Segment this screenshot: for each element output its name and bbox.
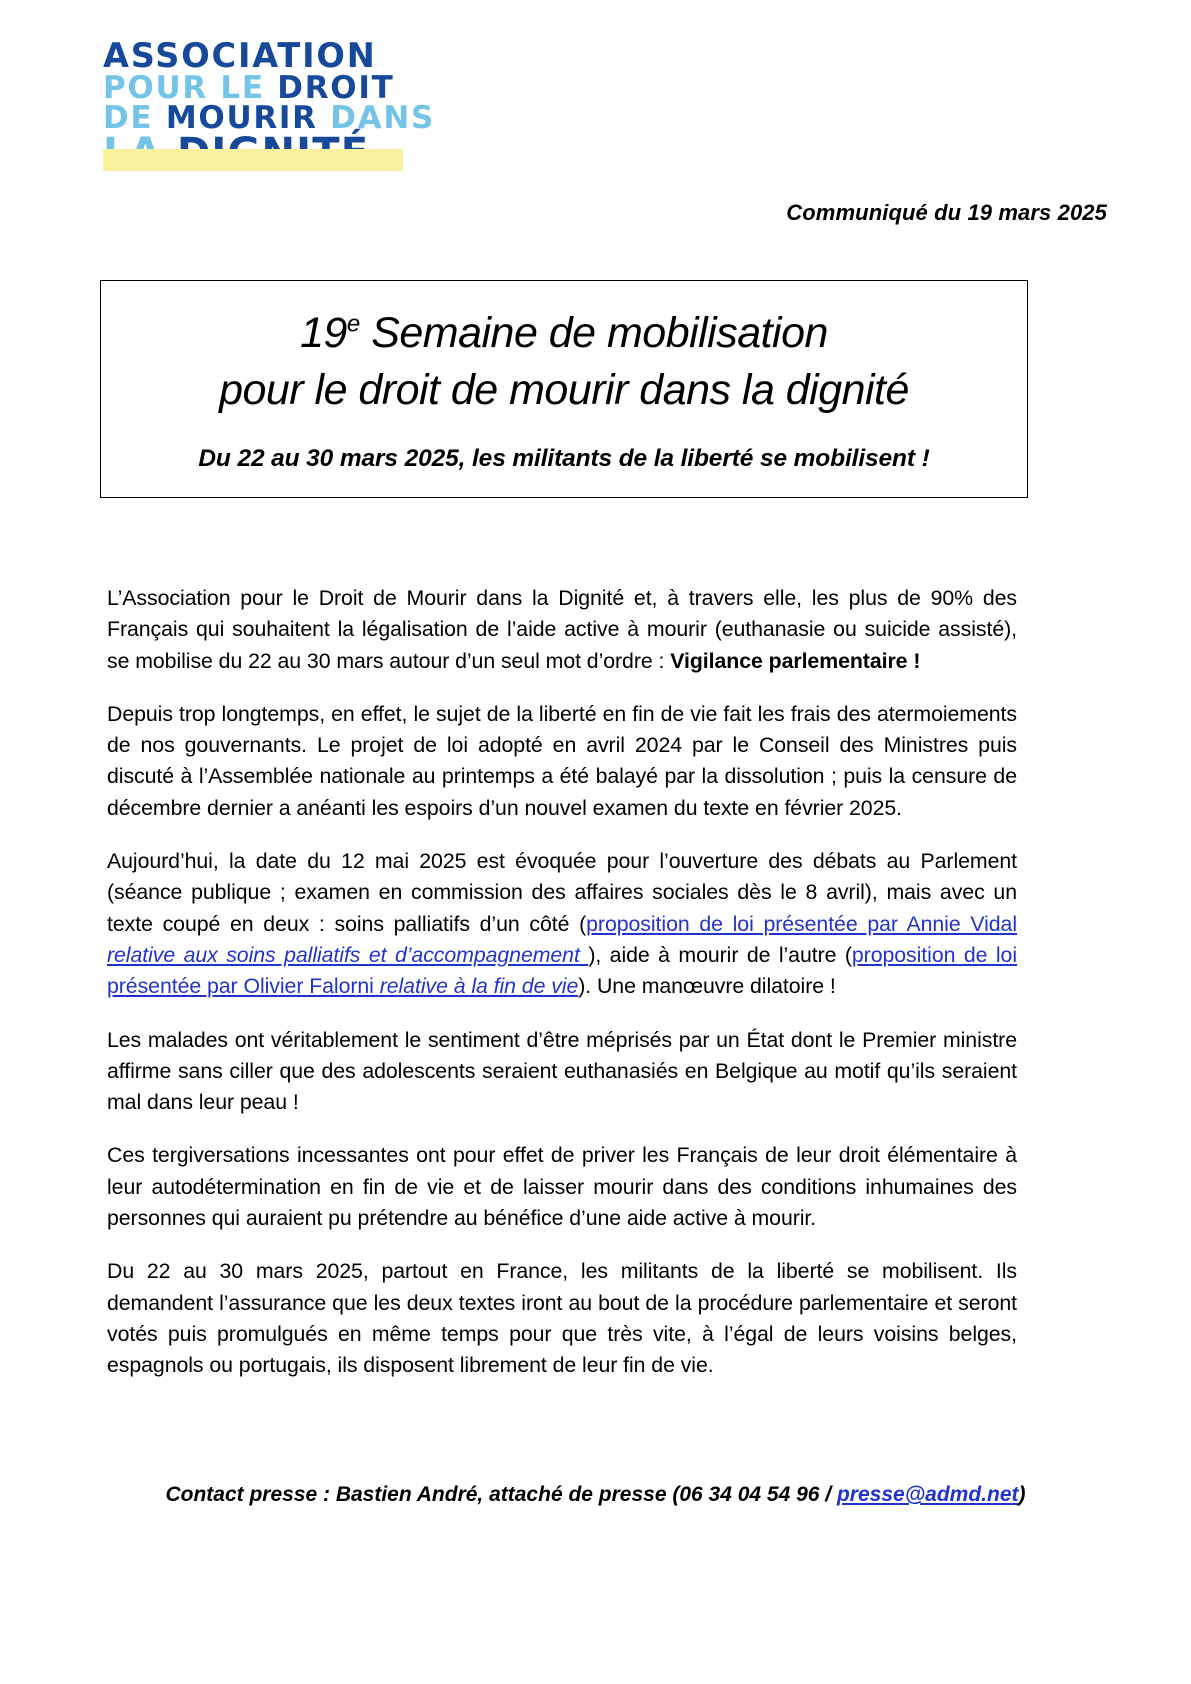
page-subtitle: Du 22 au 30 mars 2025, les militants de la liberté se mobilisent ! xyxy=(198,444,930,472)
paragraph-3 xyxy=(107,846,1017,1002)
logo-highlight-bar xyxy=(103,149,403,171)
paragraph-1-bold-slogan: Vigilance parlementaire ! xyxy=(670,648,921,673)
footer-suffix: ) xyxy=(1018,1483,1026,1506)
paragraph-5: Ces tergiversations incessantes ont pour effet de priver les Français de leur droit élémentaire à leur autodétermination en fin de vie et de laisser mourir dans des conditions inhumaines des personnes qui auraient pu prétendre au bénéfice d’une aide active à mourir. xyxy=(107,1143,1017,1231)
link-annie-vidal-plain: proposition de loi présentée par Annie Vidal xyxy=(586,911,1017,936)
release-date: Communiqué du 19 mars 2025 xyxy=(786,200,1107,225)
logo-line-3-light-b: DANS xyxy=(330,100,436,137)
paragraph-6: Du 22 au 30 mars 2025, partout en France, les militants de la liberté se mobilisent. Ils demandent l’assurance que les deux textes iront au bout de la procédure parlementaire et seront votés puis promulgués en même temps pour que très vite, à l’égal de leurs voisins belges, espagnols ou portugais, ils disposent librement de leur fin de vie. xyxy=(107,1259,1017,1378)
title-number: 19 xyxy=(300,309,347,358)
paragraph-3-text-a: Aujourd’hui, la date du 12 mai 2025 est évoquée pour l’ouverture des débats au Parlement (séance publique ; examen en commission des affaires sociales dès le 8 avril), mais avec un texte coupé en deux : soins palliatifs d’un côté ( xyxy=(107,849,1017,936)
logo-line-3-light-a: DE xyxy=(103,100,166,137)
paragraph-4: Les malades ont véritablement le sentiment d’être méprisés par un État dont le Premier ministre affirme sans ciller que des adolescents seraient euthanasiés en Belgique au motif qu’ils seraient mal dans leur peau ! xyxy=(107,1027,1017,1115)
logo-line-2-dark: DROIT xyxy=(277,69,395,106)
paragraph-3-text-b: ), aide à mourir de l’autre ( xyxy=(588,942,852,967)
link-olivier-falorni-italic: relative à la fin de vie xyxy=(379,974,579,999)
title-line1-rest: Semaine de mobilisation xyxy=(359,309,828,358)
title-ordinal-suffix: e xyxy=(346,310,360,338)
page-title xyxy=(209,305,919,419)
logo-line-1-text: ASSOCIATION xyxy=(103,36,377,75)
paragraph-3-text-c: ). Une manœuvre dilatoire ! xyxy=(578,974,836,999)
footer-prefix: Contact presse : Bastien André, attaché de presse (06 34 04 54 96 / xyxy=(165,1483,837,1506)
title-box xyxy=(100,280,1028,498)
logo-line-4 xyxy=(103,134,386,173)
logo-line-1 xyxy=(103,36,423,75)
footer-contact xyxy=(0,1483,1191,1507)
footer-email-link[interactable]: presse@admd.net xyxy=(836,1483,1019,1506)
document-body xyxy=(107,583,1017,1382)
admd-logo xyxy=(103,36,436,173)
link-olivier-falorni-plain: proposition de loi présentée par Olivier Falorni xyxy=(107,942,1018,999)
paragraph-1-text: L’Association pour le Droit de Mourir dans la Dignité et, à travers elle, les plus de 90% des Français qui souhaitent la légalisation de l’aide active à mourir (euthanasie ou suicide assisté), se mobilise du 22 au 30 mars autour d’un seul mot d’ordre : xyxy=(107,586,1017,673)
logo-line-3-dark: MOURIR xyxy=(165,100,331,137)
title-line2: pour le droit de mourir dans la dignité xyxy=(219,366,909,414)
paragraph-2: Depuis trop longtemps, en effet, le sujet de la liberté en fin de vie fait les frais des atermoiements de nos gouvernants. Le projet de loi adopté en avril 2024 par le Conseil des Ministres puis discuté à l’Assemblée nationale au printemps a été balayé par la dissolution ; puis la censure de décembre dernier a anéanti les espoirs d’un nouvel examen du texte en février 2025. xyxy=(107,701,1017,820)
link-annie-vidal-italic: relative aux soins palliatifs et d’accompagnement xyxy=(107,942,580,967)
paragraph-1 xyxy=(107,583,1017,677)
logo-line-2 xyxy=(103,69,423,106)
logo-line-2-light: POUR LE xyxy=(103,69,278,106)
